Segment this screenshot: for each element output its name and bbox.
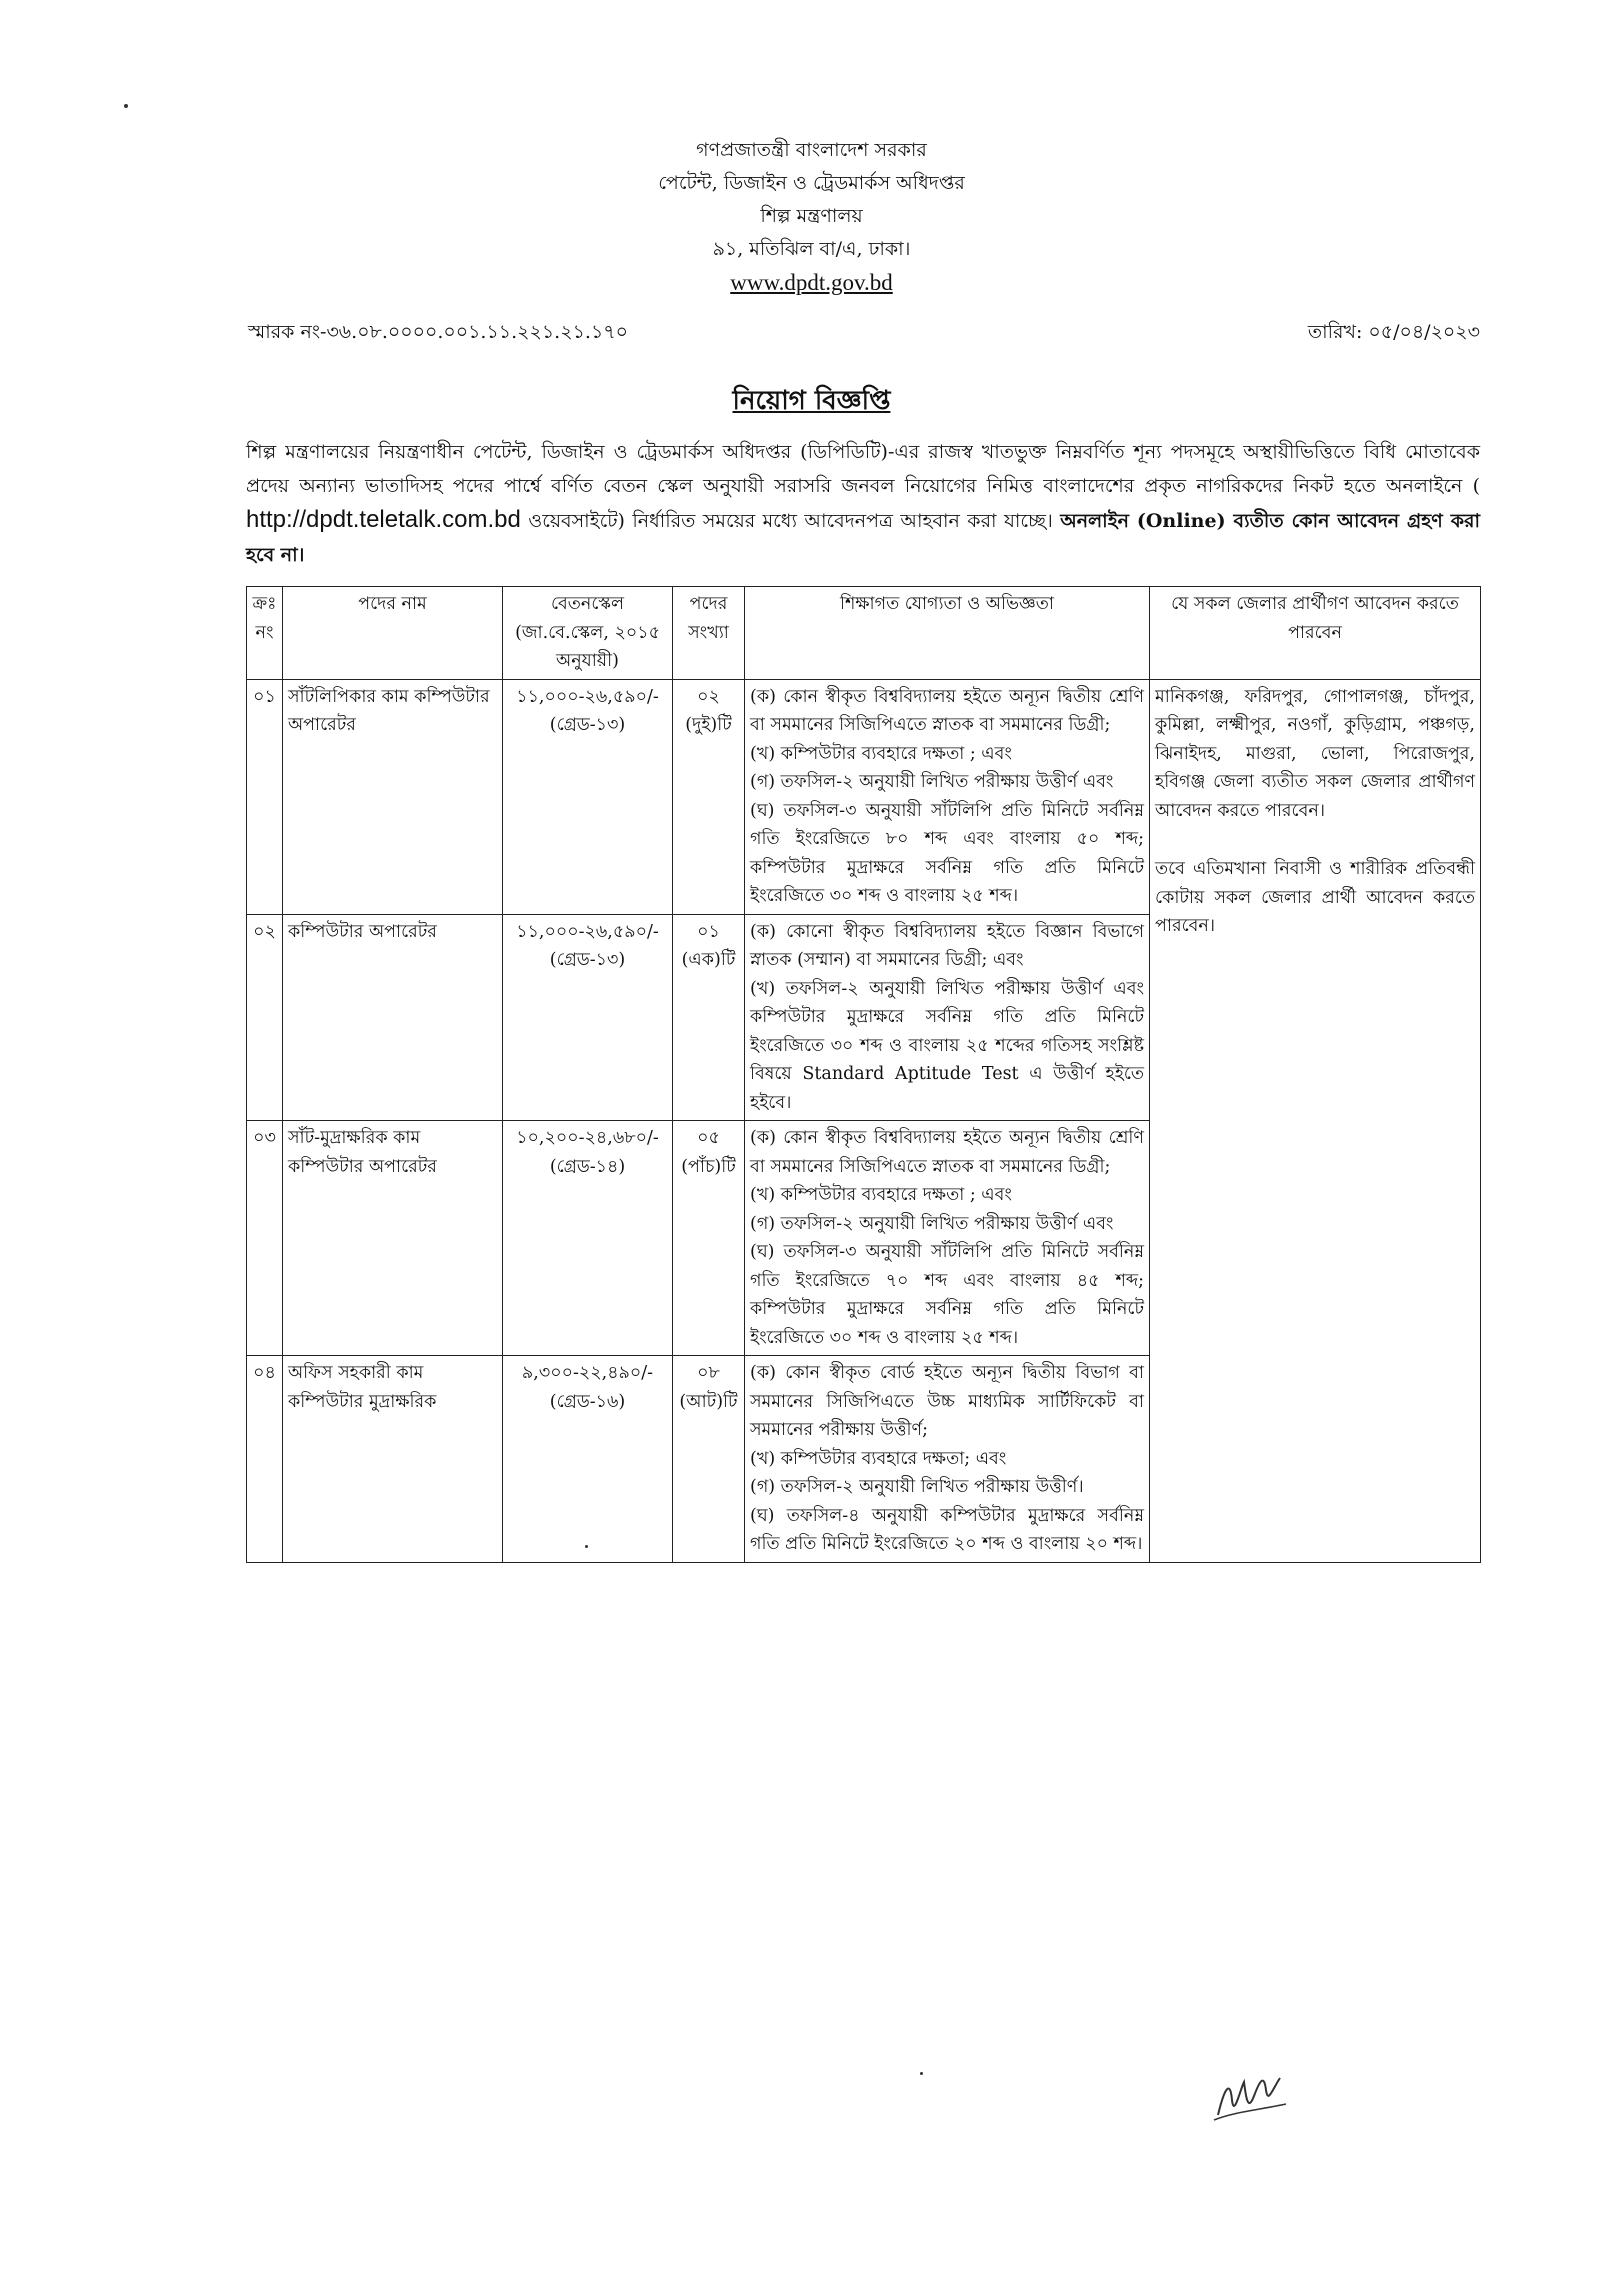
pay-scale: ১০,২০০-২৪,৬৮০/- bbox=[516, 1128, 659, 1148]
post-name-cell: অফিস সহকারী কাম কম্পিউটার মুদ্রাক্ষরিক bbox=[283, 1356, 503, 1563]
qualification-item: (ঘ) তফসিল-৩ অনুযায়ী সাঁটলিপি প্রতি মিনিটে সর্বনিম্ন গতি ইংরেজিতে ৮০ শব্দ এবং বাংলায় ৫০ শব্দ; কম্পিউটার মুদ্রাক্ষরে সর্বনিম্ন গতি প্রতি মিনিটে ইংরেজিতে ৩০ শব্দ ও বাংলায় ২৫ শব্দ। bbox=[750, 800, 1144, 906]
qualification-item: (গ) তফসিল-২ অনুযায়ী লিখিত পরীক্ষায় উত্তীর্ণ। bbox=[750, 1477, 1084, 1497]
letterhead bbox=[0, 134, 1623, 299]
issue-date: তারিখ: ০৫/০৪/২০২৩ bbox=[1307, 321, 1480, 343]
table-header-row bbox=[247, 587, 1481, 680]
intro-text-2: ওয়েবসাইটে) নির্ধারিত সময়ের মধ্যে আবেদনপত্র আহবান করা যাচ্ছে। bbox=[528, 510, 1053, 532]
eligible-districts-text: মানিকগঞ্জ, ফরিদপুর, গোপালগঞ্জ, চাঁদপুর, কুমিল্লা, লক্ষ্মীপুর, নওগাঁ, কুড়িগ্রাম, পঞ্চগড়, ঝিনাইদহ, মাগুরা, ভোলা, পিরোজপুর, হবিগঞ্জ জেলা ব্যতীত সকল জেলার প্রার্থীগণ আবেদন করতে পারবেন। bbox=[1155, 686, 1475, 821]
serial-cell: ০৪ bbox=[247, 1356, 283, 1563]
website-link[interactable]: www.dpdt.gov.bd bbox=[730, 270, 893, 295]
post-name-cell: কম্পিউটার অপারেটর bbox=[283, 914, 503, 1121]
header-pay-scale: বেতনস্কেল (জা.বে.স্কেল, ২০১৫ অনুযায়ী) bbox=[503, 587, 673, 680]
memo-number: স্মারক নং-৩৬.০৮.০০০০.০০১.১১.২২১.২১.১৭০ bbox=[248, 321, 628, 343]
districts-cell bbox=[1150, 679, 1481, 1562]
pay-scale-cell bbox=[503, 679, 673, 914]
ministry-name: শিল্প মন্ত্রণালয় bbox=[760, 205, 863, 227]
intro-text-1: শিল্প মন্ত্রণালয়ের নিয়ন্ত্রণাধীন পেটেন্ট, ডিজাইন ও ট্রেডমার্কস অধিদপ্তর (ডিপিডিটি)-এর রাজস্ব খাতভুক্ত নিম্নবর্ণিত শূন্য পদসমূহে অস্থায়ীভিত্তিতে বিধি মোতাবেক প্রদেয় অন্যান্য ভাতাদিসহ পদের পার্শ্বে বর্ণিত বেতন স্কেল অনুযায়ী সরাসরি জনবল নিয়োগের নিমিত্ত বাংলাদেশের প্রকৃত নাগরিকদের নিকট হতে অনলাইনে ( bbox=[246, 441, 1480, 497]
qualification-item: (খ) কম্পিউটার ব্যবহারে দক্ষতা ; এবং bbox=[750, 1185, 1012, 1205]
post-count-cell bbox=[673, 914, 745, 1121]
post-count: ০৫ bbox=[697, 1128, 720, 1148]
page-title: নিয়োগ বিজ্ঞপ্তি bbox=[732, 386, 891, 416]
intro-paragraph bbox=[246, 435, 1480, 572]
grade: (গ্রেড-১৩) bbox=[549, 950, 626, 970]
post-count-cell bbox=[673, 1121, 745, 1356]
qualification-item: (ঘ) তফসিল-৪ অনুযায়ী কম্পিউটার মুদ্রাক্ষরে সর্বনিম্ন গতি প্রতি মিনিটে ইংরেজিতে ২০ শব্দ ও বাংলায় ২০ শব্দ। bbox=[750, 1505, 1144, 1554]
header-serial: ক্রঃ নং bbox=[247, 587, 283, 680]
office-address: ৯১, মতিঝিল বা/এ, ঢাকা। bbox=[712, 238, 911, 260]
header-post-count: পদের সংখ্যা bbox=[673, 587, 745, 680]
quota-note-text: তবে এতিমখানা নিবাসী ও শারীরিক প্রতিবন্ধী কোটায় সকল জেলার প্রার্থী আবেদন করতে পারবেন। bbox=[1155, 859, 1475, 936]
qualification-item: (গ) তফসিল-২ অনুযায়ী লিখিত পরীক্ষায় উত্তীর্ণ এবং bbox=[750, 772, 1114, 792]
govt-name: গণপ্রজাতন্ত্রী বাংলাদেশ সরকার bbox=[696, 139, 927, 161]
pay-scale-cell bbox=[503, 914, 673, 1121]
table-row bbox=[247, 679, 1481, 914]
qualification-item: (খ) তফসিল-২ অনুযায়ী লিখিত পরীক্ষায় উত্তীর্ণ এবং কম্পিউটার মুদ্রাক্ষরে সর্বনিম্ন গতি প্রতি মিনিটে ইংরেজিতে ৩০ শব্দ ও বাংলায় ২৫ শব্দের গতিসহ সংশ্লিষ্ট বিষয়ে Standard Aptitude Test এ উত্তীর্ণ হইতে হইবে। bbox=[750, 978, 1144, 1113]
post-count: ০৮ bbox=[697, 1363, 720, 1383]
post-count: ০১ bbox=[697, 921, 720, 942]
vacancy-table bbox=[246, 586, 1481, 1563]
qualification-item: (ক) কোন স্বীকৃত বিশ্ববিদ্যালয় হইতে অন্যূন দ্বিতীয় শ্রেণি বা সমমানের সিজিপিএতে স্নাতক বা সমমানের ডিগ্রী; bbox=[750, 686, 1144, 735]
scan-speck bbox=[920, 2072, 923, 2075]
header-post: পদের নাম bbox=[283, 587, 503, 680]
pay-scale: ১১,০০০-২৬,৫৯০/- bbox=[516, 921, 659, 942]
qualification-cell bbox=[745, 914, 1150, 1121]
post-count-words: (দুই)টি bbox=[685, 715, 732, 735]
scan-speck bbox=[124, 104, 128, 108]
grade: (গ্রেড-১৩) bbox=[549, 715, 626, 735]
qualification-item: (ক) কোন স্বীকৃত বিশ্ববিদ্যালয় হইতে অন্যূন দ্বিতীয় শ্রেণি বা সমমানের সিজিপিএতে স্নাতক বা সমমানের ডিগ্রী; bbox=[750, 1128, 1144, 1177]
application-link[interactable]: http://dpdt.teletalk.com.bd bbox=[246, 506, 521, 533]
serial-cell: ০২ bbox=[247, 914, 283, 1121]
post-name-cell: সাঁট-মুদ্রাক্ষরিক কাম কম্পিউটার অপারেটর bbox=[283, 1121, 503, 1356]
pay-scale: ১১,০০০-২৬,৫৯০/- bbox=[516, 686, 659, 707]
header-qualification: শিক্ষাগত যোগ্যতা ও অভিজ্ঞতা bbox=[745, 587, 1150, 680]
qualification-item: (গ) তফসিল-২ অনুযায়ী লিখিত পরীক্ষায় উত্তীর্ণ এবং bbox=[750, 1213, 1114, 1234]
header-districts: যে সকল জেলার প্রার্থীগণ আবেদন করতে পারবেন bbox=[1150, 587, 1481, 680]
signature-mark bbox=[1210, 2060, 1290, 2130]
qualification-cell bbox=[745, 1121, 1150, 1356]
grade: (গ্রেড-১৬) bbox=[549, 1391, 626, 1412]
qualification-item: (খ) কম্পিউটার ব্যবহারে দক্ষতা ; এবং bbox=[750, 743, 1012, 764]
qualification-item: (ক) কোন স্বীকৃত বোর্ড হইতে অন্যূন দ্বিতীয় বিভাগ বা সমমানের সিজিপিএতে উচ্চ মাধ্যমিক সার্টিফিকেট বা সমমানের পরীক্ষায় উত্তীর্ণ; bbox=[750, 1363, 1144, 1440]
post-count-cell bbox=[673, 679, 745, 914]
qualification-item: (ঘ) তফসিল-৩ অনুযায়ী সাঁটলিপি প্রতি মিনিটে সর্বনিম্ন গতি ইংরেজিতে ৭০ শব্দ এবং বাংলায় ৪৫ শব্দ; কম্পিউটার মুদ্রাক্ষরে সর্বনিম্ন গতি প্রতি মিনিটে ইংরেজিতে ৩০ শব্দ ও বাংলায় ২৫ শব্দ। bbox=[750, 1242, 1144, 1348]
post-name-cell: সাঁটলিপিকার কাম কম্পিউটার অপারেটর bbox=[283, 679, 503, 914]
pay-scale: ৯,৩০০-২২,৪৯০/- bbox=[521, 1363, 654, 1383]
pay-scale-cell bbox=[503, 1121, 673, 1356]
qualification-cell bbox=[745, 679, 1150, 914]
scan-speck bbox=[585, 1545, 588, 1548]
qualification-item: (ক) কোনো স্বীকৃত বিশ্ববিদ্যালয় হইতে বিজ্ঞান বিভাগে স্নাতক (সম্মান) বা সমমানের ডিগ্রী; এবং bbox=[750, 921, 1144, 970]
grade: (গ্রেড-১৪) bbox=[549, 1156, 626, 1177]
post-count-words: (পাঁচ)টি bbox=[681, 1156, 736, 1177]
office-name: পেটেন্ট, ডিজাইন ও ট্রেডমার্কস অধিদপ্তর bbox=[658, 172, 965, 194]
online-only-note: অনলাইন (Online) ব্যতীত কোন আবেদন গ্রহণ করা হবে না। bbox=[246, 510, 1480, 566]
qualification-item: (খ) কম্পিউটার ব্যবহারে দক্ষতা; এবং bbox=[750, 1448, 1007, 1469]
serial-cell: ০১ bbox=[247, 679, 283, 914]
serial-cell: ০৩ bbox=[247, 1121, 283, 1356]
pay-scale-cell bbox=[503, 1356, 673, 1563]
post-count: ০২ bbox=[697, 686, 720, 707]
post-count-words: (আট)টি bbox=[679, 1391, 738, 1412]
qualification-cell bbox=[745, 1356, 1150, 1563]
post-count-words: (এক)টি bbox=[681, 950, 736, 970]
post-count-cell bbox=[673, 1356, 745, 1563]
